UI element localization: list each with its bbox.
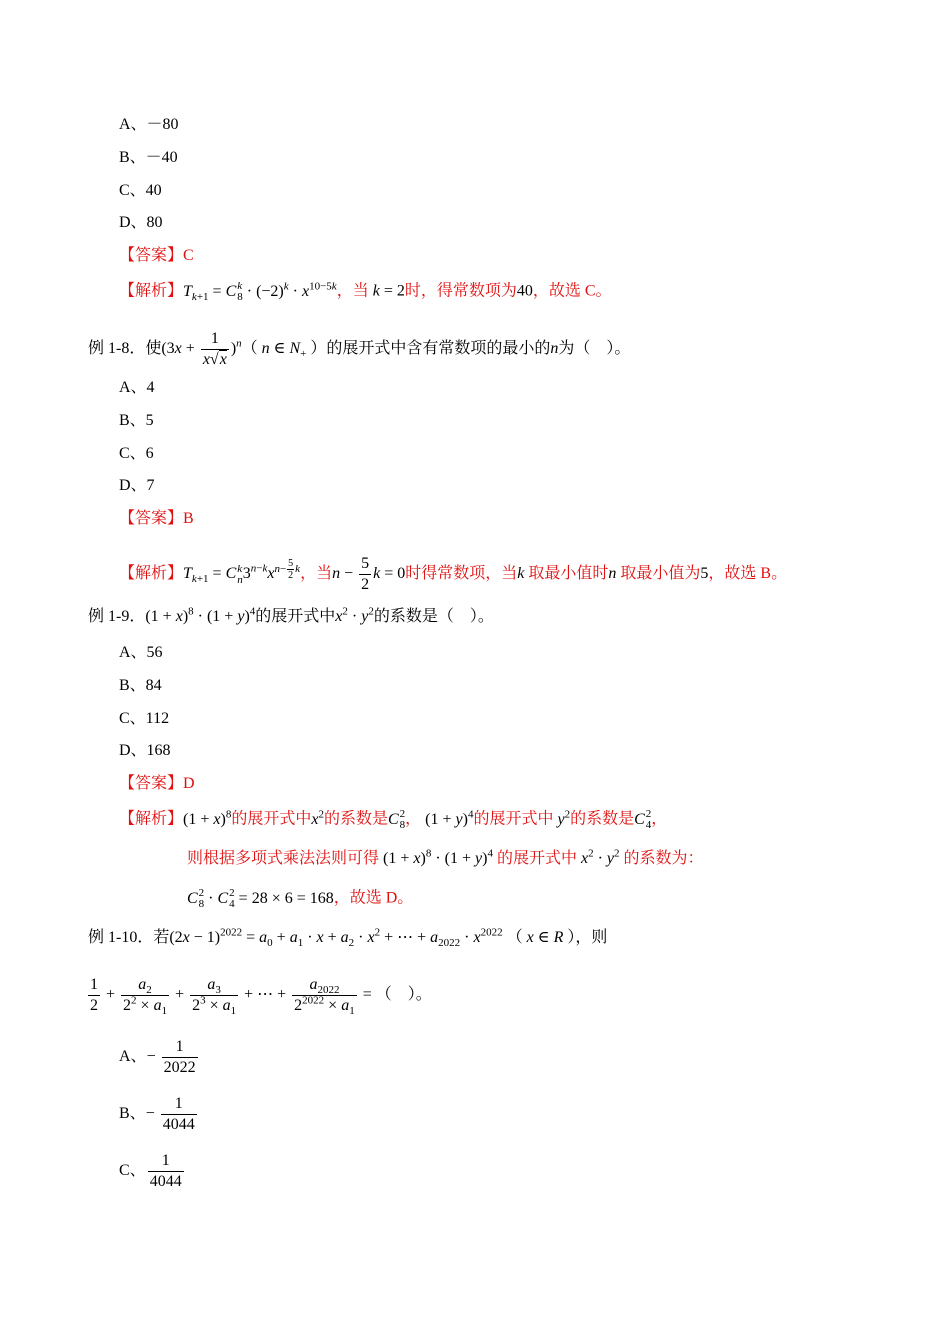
q10-option-a[interactable]: A、− $\frac{1}{2022}$: [119, 1038, 196, 1076]
q8-answer: 【答案】B: [119, 510, 194, 527]
q7-option-c[interactable]: C、40: [119, 182, 162, 199]
option-prefix: A、: [119, 1048, 147, 1066]
q8-option-c[interactable]: C、6: [119, 445, 154, 462]
q10-text2: （ ）。: [375, 986, 432, 1004]
q9-analysis-text2: 的系数是: [323, 810, 388, 828]
q10-option-c[interactable]: C、 $\frac{1}{4044}$: [119, 1152, 182, 1190]
q9-analysis-line1: 【解析】$(1 + x)^8$的展开式中$x^2$的系数是C 2 8 ， $(1 + y)^4$的展开式中 $y^2$的系数是C 2 4 ，: [119, 808, 668, 831]
q7-answer: 【答案】C: [119, 247, 194, 264]
q9-stem: 例 1-9．$(1 + x)^8 \cdot (1 + y)^4$的展开式中$x^2 \cdot y^2$的系数是（ ）。: [88, 605, 494, 625]
q10-formula: $(2x - 1)^{2022} = a_0 + a_1 \cdot x + a_2 \cdot x^2$ + ⋯ + $a_{2022} \cdot x^{2022}$ （ x ∈ R ）: [169, 926, 576, 950]
analysis-tag: 【解析】: [119, 810, 184, 828]
q8-analysis-text4: 取最小值为: [620, 565, 701, 583]
q9-answer: 【答案】D: [119, 775, 195, 792]
q8-analysis-text2: 时得常数项，当: [405, 565, 518, 583]
q9-analysis-line3: C 2 8 · C 2 4 = 28 × 6 = 168，故选 D。: [187, 887, 414, 910]
q9-analysis-line2-b: 的展开式中: [496, 850, 577, 867]
q7-option-d[interactable]: D、80: [119, 214, 163, 231]
q9-label: 例 1-9．: [88, 608, 146, 625]
q7-analysis: 【解析】$T_{k+1} = C$ k 8 · $(-2)^k \cdot x^{10-5k}$，当 k = 2时，得常数项为40，故选 C。: [119, 280, 612, 303]
q8-analysis-text5: ，故选 B。: [708, 565, 788, 583]
q7-analysis-text3: ，故选 C。: [532, 282, 612, 300]
q8-text2: 为（ ）。: [558, 340, 631, 358]
analysis-tag: 【解析】: [119, 282, 184, 300]
q10-text1: ，则: [575, 929, 608, 946]
q9-analysis-text3: 的展开式中: [473, 810, 554, 828]
q8-analysis-value: 5: [700, 565, 709, 583]
q9-option-d[interactable]: D、168: [119, 742, 171, 759]
analysis-tag: 【解析】: [119, 565, 184, 583]
q9-analysis-line3-text: ，故选 D。: [333, 889, 414, 907]
q10-stem: [88, 928, 607, 948]
q8-formula: (3x + $\frac{1}{x√x}$ )$^n$（ n ∈ $N_+$ ）: [161, 330, 327, 368]
q7-analysis-text2: 时，得常数项为: [404, 282, 517, 300]
q10-option-b[interactable]: B、− $\frac{1}{4044}$: [119, 1095, 195, 1133]
q7-analysis-value: 40: [516, 282, 533, 300]
q9-analysis-line2-c: 的系数为：: [623, 850, 704, 867]
q9-analysis-text1: 的展开式中: [231, 810, 312, 828]
q8-analysis-text3: 取最小值时: [528, 565, 609, 583]
q8-stem: 例 1-8．使(3x + $\frac{1}{x√x}$ )$^n$（ n ∈ $N_+$ ）的展开式中含有常数项的最小的n为（ ）。: [88, 330, 631, 368]
q7-option-a[interactable]: A、－80: [119, 116, 179, 133]
q8-option-b[interactable]: B、5: [119, 412, 154, 429]
q8-formula: $T_{k+1} = C$ k n $3^{n-k}x^{n- \frac{5}{2} k}$: [183, 557, 301, 586]
q8-option-a[interactable]: A、4: [119, 379, 155, 396]
option-prefix: B、: [119, 1105, 146, 1123]
q9-analysis-text4: 的系数是: [570, 810, 635, 828]
option-denominator: 4044: [149, 1173, 182, 1190]
q8-text1: 的展开式中含有常数项的最小的: [326, 340, 551, 358]
q9-text1: 的展开式中: [255, 608, 336, 625]
q9-option-b[interactable]: B、84: [119, 677, 162, 694]
q8-option-d[interactable]: D、7: [119, 477, 155, 494]
q9-text2: 的系数是（ ）。: [373, 608, 494, 625]
q9-option-a[interactable]: A、56: [119, 644, 163, 661]
q7-analysis-text1: ，当: [336, 282, 369, 300]
q9-formula: $(1 + x)^8 \cdot (1 + y)^4$: [145, 605, 256, 625]
q7-option-b[interactable]: B、－40: [119, 149, 178, 166]
q9-analysis-line2: 则根据多项式乘法法则可得 $(1 + x)^8 \cdot (1 + y)^4$ 的展开式中 $x^2 \cdot y^2$ 的系数为：: [187, 847, 704, 867]
q8-analysis-text1: ，当: [300, 565, 333, 583]
option-denominator: 2022: [163, 1059, 196, 1076]
option-denominator: 4044: [162, 1116, 195, 1133]
q7-formula: $T_{k+1} = C$ k 8 · $(-2)^k \cdot x^{10-5k}$: [183, 280, 337, 303]
q8-analysis: 【解析】$T_{k+1} = C$ k n $3^{n-k}x^{n- \frac{5}{2} k}$，当n − $\frac{5}{2}$ k = 0时得常数项，当k 取最小值时n 取最小值为5，故选 B。: [119, 555, 788, 593]
q9-option-c[interactable]: C、112: [119, 710, 170, 727]
option-prefix: C、: [119, 1162, 146, 1180]
q9-analysis-line2-a: 则根据多项式乘法法则可得: [187, 850, 380, 867]
q8-label: 例 1-8．使: [88, 340, 162, 358]
q10-label: 例 1-10．若: [88, 929, 170, 946]
q10-expression: $\frac{1}{2}$ + $\frac{a_2}{2^2 \times a_1}$ + $\frac{a_3}{2^3 \times a_1}$ + ⋯ + $\frac{a_{2022}}{2^{2022} \times a_1}$ = （ ）。: [90, 976, 432, 1018]
